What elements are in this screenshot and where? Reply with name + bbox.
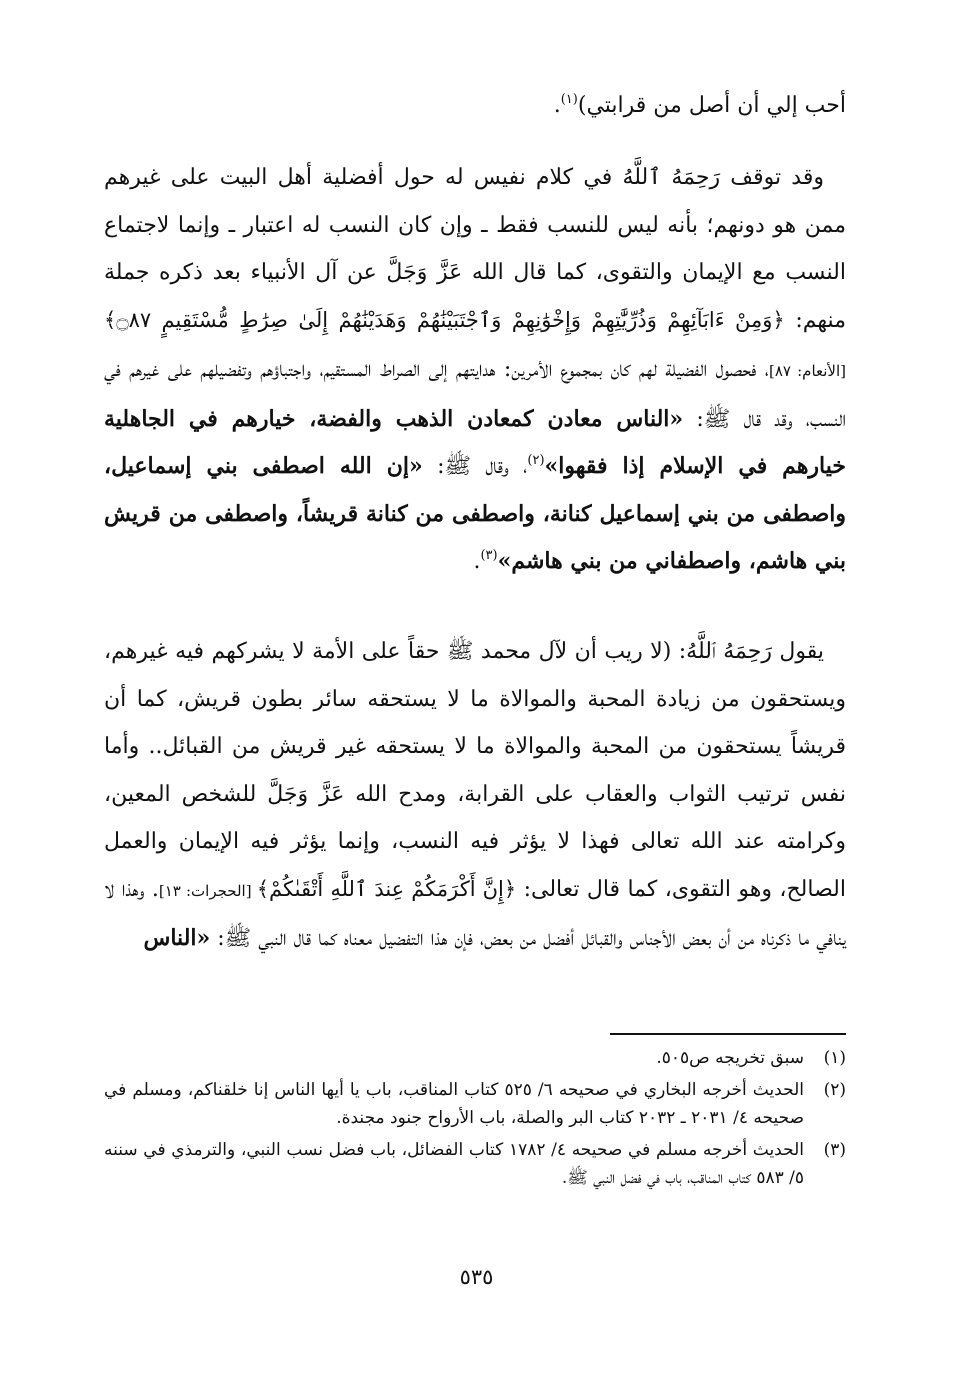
footnote-ref-1: (١) (560, 92, 578, 107)
paragraph-segment: يقول رَحِمَهُ ٱللَّهُ: (لا ريب أن لآل محمد ﷺ حقاً على الأمة لا يشركهم فيه غيرهم، ويستحقون من زيادة المحبة والموالاة ما لا يستحقه سائر بطون قريش، كما أن قريشاً يستحقون من المحبة والموالاة ما لا يستحقه غير قريش من القبائل.. وأما نفس ترتيب الثواب والعقاب على القرابة، ومدح الله عَزَّ وَجَلَّ للشخص المعين، وكرامته عند الله تعالى فهذا لا يؤثر فيه النسب، وإنما يؤثر فيه الإيمان والعمل الصالح، وهو التقوى، كما قال تعالى: (104, 639, 846, 902)
paragraph-text: أحب إلي أن أصل من قرابتي) (577, 93, 846, 118)
footnote-number: (١) (823, 1048, 846, 1068)
footnote-1 (104, 1044, 846, 1072)
footnote-3 (104, 1136, 846, 1192)
footnote-number: (٢) (823, 1080, 846, 1100)
footnote-text: الحديث أخرجه مسلم في صحيحه ٤/ ١٧٨٢ كتاب الفضائل، باب فضل نسب النبي، والترمذي في سننه ٥/ ٥٨٣ كتاب المناقب، باب في فضل النبي ﷺ. (104, 1140, 804, 1188)
quran-reference: [الأنعام: ٨٧] (768, 362, 847, 380)
sentence-end: . (553, 93, 561, 118)
page-number: ٥٣٥ (459, 1265, 494, 1289)
hadith-quote: «إن الله اصطفى بني إسماعيل، واصطفى من بني إسماعيل كنانة، واصطفى من كنانة قريشاً، واصطفى من قريش بني هاشم، واصطفاني من بني هاشم» (104, 453, 846, 574)
footnote-separator (610, 1033, 846, 1035)
footnote-ref-2: (٢) (527, 453, 545, 468)
footnote-text: سبق تخريجه ص٥٠٥. (656, 1048, 804, 1068)
paragraph-segment: ، فحصول الفضيلة لهم كان بمجموع الأمرين: هدايتهم إلى الصراط المستقيم، واجتباؤهم وتفضيلهم على غيرهم في النسب، وقد قال ﷺ: (104, 357, 847, 432)
paragraph-segment: وقد توقف رَحِمَهُ ٱللَّهُ في كلام نفيس له حول أفضلية أهل البيت على غيرهم ممن هو دونهم؛ بأنه ليس للنسب فقط ـ وإن كان النسب له اعتبار ـ وإنما لاجتماع النسب مع الإيمان والتقوى، كما قال الله عَزَّ وَجَلَّ عن آل الأنبياء بعد ذكره جملة منهم: (104, 165, 846, 333)
footnotes (104, 1044, 846, 1196)
hadith-quote: «الناس معادن كمعادن الذهب والفضة، خيارهم في الجاهلية خيارهم في الإسلام إذا فقهوا» (104, 405, 846, 479)
paragraph-ahl-al-bayt-virtue (104, 154, 846, 586)
footnote-text: الحديث أخرجه البخاري في صحيحه ٦/ ٥٢٥ كتاب المناقب، باب يا أيها الناس إنا خلقناكم، ومسلم في صحيحه ٤/ ٢٠٣١ ـ ٢٠٣٢ كتاب البر والصلة، باب الأرواح جنود مجندة. (104, 1080, 804, 1128)
footnote-ref-3: (٣) (480, 548, 498, 563)
quran-verse: ﴿وَمِنْ ءَابَآئِهِمْ وَذُرِّيَّٰتِهِمْ وَإِخْوَٰنِهِمْ وَٱجْتَبَيْنَٰهُمْ وَهَدَيْنَٰهُمْ إِلَىٰ صِرَٰطٍ مُّسْتَقِيمٍ ۝٨٧﴾ (104, 307, 785, 332)
quran-reference: [الحجرات: ١٣] (158, 881, 257, 900)
sentence-end: . (473, 549, 481, 574)
paragraph-segment: . وهذا لا ينافي ما ذكرناه من أن بعض الأجناس والقبائل أفضل من بعض، فإن هذا التفضيل معناه كما قال النبي ﷺ: (104, 876, 846, 951)
paragraph-continuation (104, 82, 846, 130)
footnote-number: (٣) (823, 1140, 846, 1160)
footnote-2 (104, 1076, 846, 1132)
paragraph-segment: ، وقال ﷺ: (422, 454, 528, 479)
quran-verse: ﴿إِنَّ أَكْرَمَكُمْ عِندَ ٱللَّهِ أَتْقَىٰكُمْ﴾ (256, 876, 517, 901)
hadith-quote-start: «الناس (143, 925, 211, 951)
paragraph-quotation (104, 628, 846, 963)
